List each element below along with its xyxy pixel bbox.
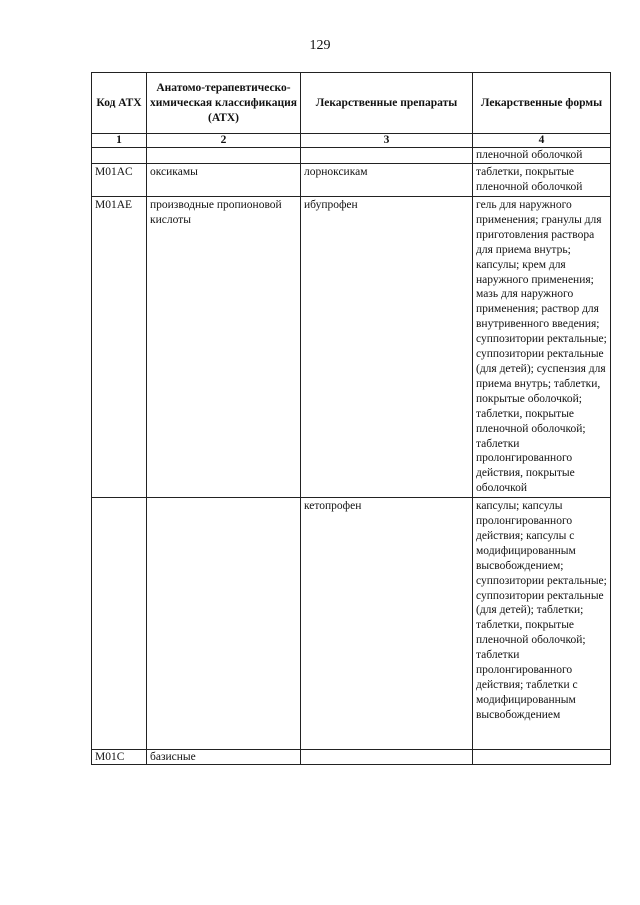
page-number: 129 [309, 38, 331, 53]
table-row [92, 197, 611, 498]
header-drugs: Лекарственные препараты [301, 73, 473, 134]
cell-classification: оксикамы [147, 164, 301, 197]
header-dosage-forms: Лекарственные формы [473, 73, 611, 134]
cell-classification [147, 148, 301, 164]
cell-forms [473, 750, 611, 765]
cell-code [92, 148, 147, 164]
cell-classification: производные пропионовой кислоты [147, 197, 301, 498]
table-row [92, 164, 611, 197]
column-number: 4 [473, 134, 611, 148]
column-number: 3 [301, 134, 473, 148]
column-number-row [92, 134, 611, 148]
cell-classification [147, 498, 301, 750]
atx-drug-table [91, 72, 611, 765]
cell-code: M01C [92, 750, 147, 765]
cell-forms: гель для наружного применения; гранулы для приготовления раствора для приема внутрь; капсулы; крем для наружного применения; мазь для наружного применения; раствор для внутривенного введения; суппозитории ректальные; суппозитории ректальные (для детей); суспензия для приема внутрь; таблетки, покрытые оболочкой; таблетки, покрытые пленочной оболочкой; таблетки пролонгированного действия, покрытые оболочкой [473, 197, 611, 498]
cell-forms: пленочной оболочкой [473, 148, 611, 164]
header-atx-classification: Анатомо-терапевтическо-химическая классификация (АТХ) [147, 73, 301, 134]
header-atx-code: Код АТХ [92, 73, 147, 134]
cell-classification: базисные [147, 750, 301, 765]
column-number: 1 [92, 134, 147, 148]
cell-code [92, 498, 147, 750]
cell-drug: кетопрофен [301, 498, 473, 750]
column-number: 2 [147, 134, 301, 148]
table-row [92, 498, 611, 750]
cell-drug: ибупрофен [301, 197, 473, 498]
cell-code: M01AC [92, 164, 147, 197]
cell-drug: лорноксикам [301, 164, 473, 197]
cell-drug [301, 148, 473, 164]
table-row [92, 750, 611, 765]
cell-forms: таблетки, покрытые пленочной оболочкой [473, 164, 611, 197]
table-header-row [92, 73, 611, 134]
cell-forms: капсулы; капсулы пролонгированного действия; капсулы с модифицированным высвобождением; суппозитории ректальные; суппозитории ректальные (для детей); таблетки; таблетки, покрытые пленочной оболочкой; таблетки пролонгированного действия; таблетки с модифицированным высвобождением [473, 498, 611, 750]
cell-code: M01AE [92, 197, 147, 498]
cell-drug [301, 750, 473, 765]
table-row [92, 148, 611, 164]
